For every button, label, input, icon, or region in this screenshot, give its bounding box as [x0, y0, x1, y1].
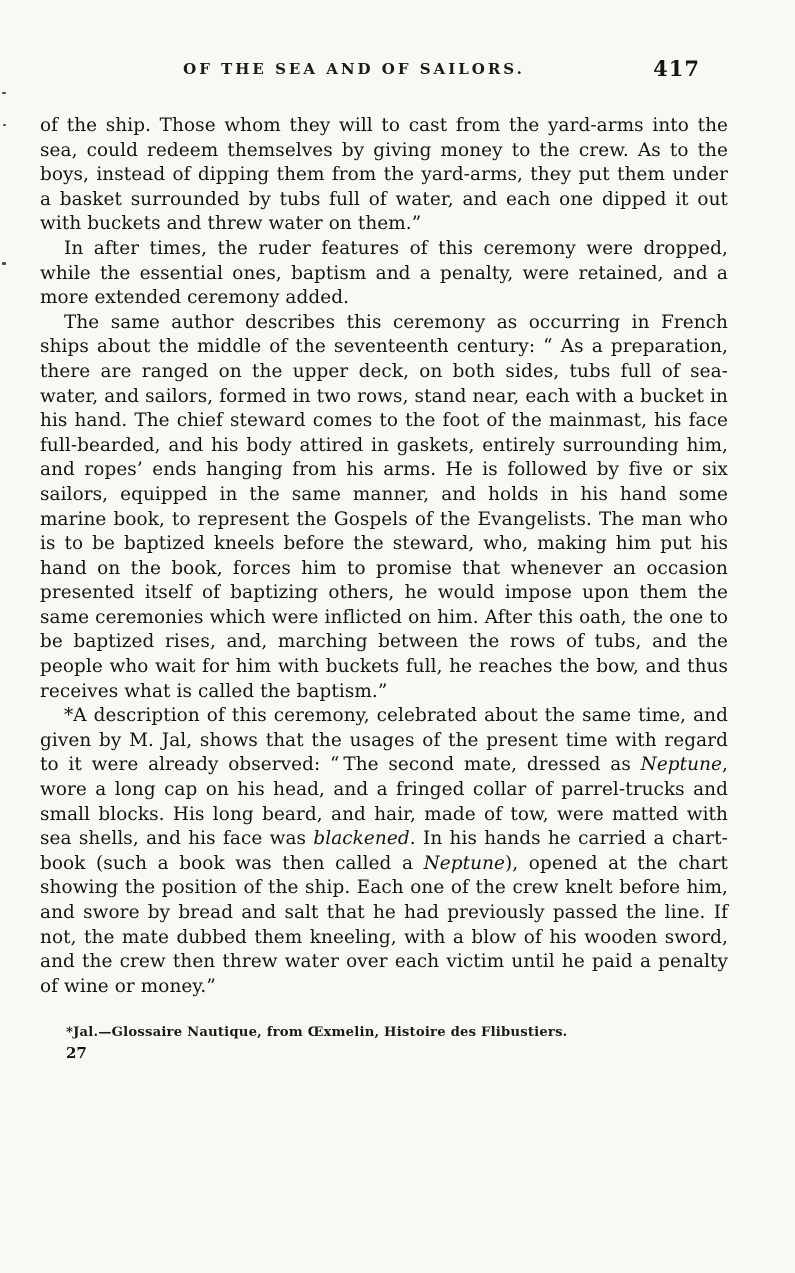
- paragraph: [40, 704, 728, 999]
- scan-speck: [2, 262, 6, 265]
- signature-mark: 27: [66, 1044, 87, 1063]
- scan-speck: [2, 92, 6, 94]
- text-run: The same author describes this ceremony as occurring in French ships about the middle of the seventeenth century: “ As a preparation, there are ranged on the upper deck, on both sides, tubs full of sea-water, and sailors, formed in two rows, stand near, each with a bucket in his hand. The chief steward comes to the foot of the mainmast, his face full-bearded, and his body attired in gaskets, entirely surrounding him, and ropes’ ends hanging from his arms. He is followed by five or six sailors, equipped in the same manner, and holds in his hand some marine book, to represent the Gospels of the Evangelists. The man who is to be baptized kneels before the steward, who, making him put his hand on the book, forces him to promise that whenever an occasion presented itself of baptizing others, he would impose upon them the same ceremonies which were inflicted on him. After this oath, the one to be baptized rises, and, marching between the rows of tubs, and the people who wait for him with buckets full, he reaches the bow, and thus receives what is called the baptism.”: [40, 311, 728, 702]
- italic-run: Neptune: [640, 754, 723, 776]
- page-inner: [40, 0, 728, 1062]
- text-run: , wore a long cap on his head, and a fringed collar of parrel-trucks and small blocks. His long beard, and hair, made of tow, were matted with sea shells, and his face was: [40, 754, 728, 850]
- text-run: ), opened at the chart showing the position of the ship. Each one of the crew knelt before him, and swore by bread and salt that he had previously passed the line. If not, the mate dubbed them kneeling, with a blow of his wooden sword, and the crew then threw water over each victim until he paid a penalty of wine or money.”: [40, 852, 728, 997]
- text-run: In after times, the ruder features of this ceremony were dropped, while the essential ones, baptism and a penalty, were retained, and a more extended ceremony added.: [40, 237, 728, 309]
- italic-run: blackened: [313, 828, 410, 850]
- running-header: [40, 56, 728, 84]
- running-head-title: OF THE SEA AND OF SAILORS.: [183, 60, 525, 78]
- paragraph: [40, 237, 728, 311]
- scan-speck: [3, 124, 6, 126]
- footnote: *Jal.—Glossaire Nautique, from Œxmelin, Histoire des Flibustiers.: [66, 1025, 568, 1041]
- text-run: *A description of this ceremony, celebrated about the same time, and given by M. Jal, shows that the usages of the present time with regard to it were already observed: “ The second mate, dressed as: [40, 705, 728, 776]
- paragraph: [40, 311, 728, 705]
- text-block: [40, 114, 728, 999]
- text-run: . In his hands he carried a chart-book (such a book was then called a: [40, 828, 728, 874]
- italic-run: Neptune: [423, 852, 506, 874]
- paragraph: [40, 114, 728, 237]
- text-run: of the ship. Those whom they will to cast from the yard-arms into the sea, could redeem themselves by giving money to the crew. As to the boys, instead of dipping them from the yard-arms, they put them under a basket surrounded by tubs full of water, and each one dipped it out with buckets and threw water on them.”: [40, 115, 728, 235]
- page-number: 417: [653, 56, 700, 81]
